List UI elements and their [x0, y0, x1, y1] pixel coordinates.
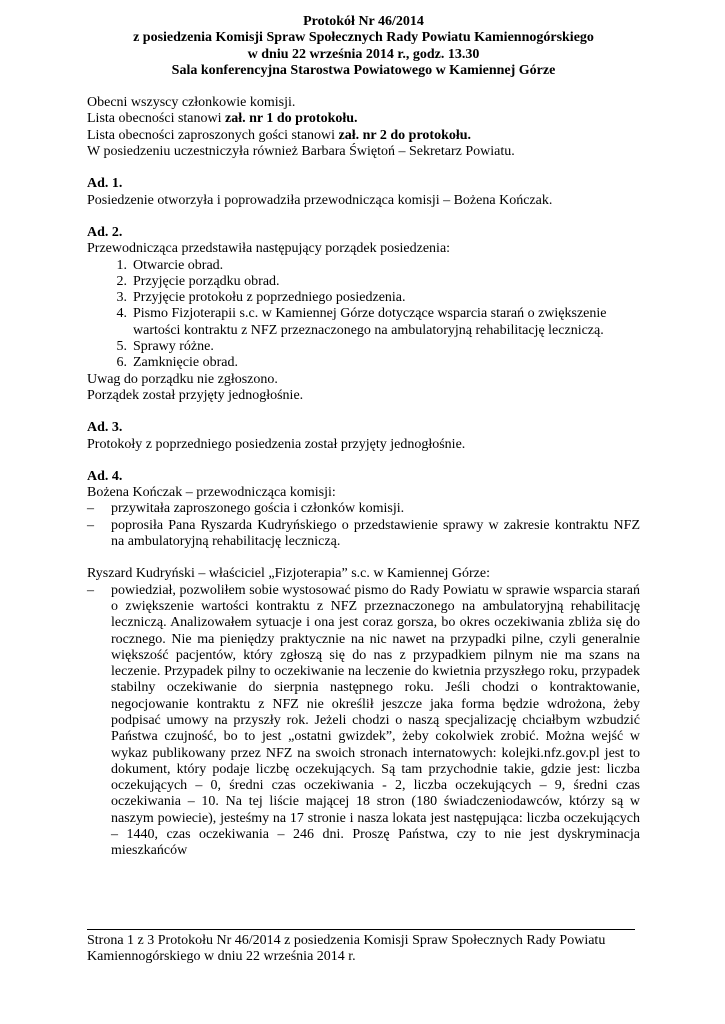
ad4-heading: Ad. 4.	[87, 468, 123, 484]
ad3-heading: Ad. 3.	[87, 420, 123, 436]
ad4-text: Bożena Kończak – przewodnicząca komisji:	[87, 485, 336, 501]
ad1-text: Posiedzenie otworzyła i poprowadziła przewodnicząca komisji – Bożena Kończak.	[87, 192, 553, 208]
document-header	[87, 14, 640, 79]
agenda-item: 5. Sprawy różne.	[116, 339, 214, 355]
ad1-heading: Ad. 1.	[87, 176, 123, 192]
speaker-statement: powiedział, pozwoliłem sobie wystosować pismo do Rady Powiatu w sprawie wsparcia starań o zwiększenie wartości kontraktu z NFZ przeznaczonego na ambulatoryjną rehabilitację leczniczą. Analizowałem sytuacje i ona jest coraz gorsza, bo okres oczekiwania zbliża się do rocznego. Nie ma pieniędzy praktycznie na nic nawet na przypadki pilne, czyli generalnie większość pacjentów, który zgłoszą się do nas z przypadkiem pilnym nie ma szans na leczenie. Przypadek pilny to oczekiwanie na leczenie do kwietnia przyszłego roku, przypadek stabilny oczekiwanie do sierpnia następnego roku. Jeśli chodzi o kontraktowanie, negocjowanie kontraktu z NFZ nie określił jeszcze jaka forma będzie wdrożona, żeby podpisać umowy na przyszły rok. Jeżeli chodzi o naszą specjalizację chciałbym wzbudzić Państwa czujność, bo to jest „ostatni gwizdek”, żeby cokolwiek zrobić. Można wejść w wykaz publikowany przez NFZ na swoich stronach internatowych: kolejki.nfz.gov.pl jest to dokument, który podaje liczbę oczekujących. Są tam przychodnie takie, gdzie jest: liczba oczekujących – 0, średni czas oczekiwania - 2, liczba oczekujących – 9, średni czas oczekiwania – 10. Na tej liście mającej 18 stron (180 świadczeniodawców, którzy są w naszym powiecie), jesteśmy na 17 stronie i nasza lokata jest następująca: liczba oczekujących – 1440, czas oczekiwania – 246 dni. Proszę Państwa, czy to nie jest dyskryminacja mieszkańców	[111, 582, 640, 859]
intro-line: Lista obecności zaproszonych gości stanowi zał. nr 2 do protokołu.	[87, 127, 472, 143]
attachment-ref: zał. nr 2 do protokołu.	[338, 127, 472, 143]
footer-line: Kamiennogórskiego w dniu 22 września 2014 r.	[87, 949, 356, 965]
protocol-location: Sala konferencyjna Starostwa Powiatowego w Kamiennej Górze	[171, 62, 556, 78]
protocol-number: Protokół Nr 46/2014	[303, 14, 424, 29]
list-item: – poprosiła Pana Ryszarda Kudryńskiego o przedstawienie sprawy w zakresie kontraktu NFZ na ambulatoryjną rehabilitację leczniczą.	[87, 517, 640, 550]
agenda-item: 1. Otwarcie obrad.	[116, 257, 224, 273]
protocol-subject: z posiedzenia Komisji Spraw Społecznych Rady Powiatu Kamiennogórskiego	[133, 30, 594, 46]
ad2-note: Uwag do porządku nie zgłoszono.	[87, 371, 278, 387]
list-item: – przywitała zaproszonego gościa i członków komisji.	[87, 501, 405, 517]
intro-line: Obecni wszyscy członkowie komisji.	[87, 95, 296, 111]
speaker-statement-list	[87, 583, 640, 860]
ad4-section	[87, 469, 640, 860]
intro-section	[87, 95, 640, 160]
page-footer	[87, 929, 635, 966]
agenda-item: 6. Zamknięcie obrad.	[116, 355, 238, 371]
list-item: – powiedział, pozwoliłem sobie wystosować pismo do Rady Powiatu w sprawie wsparcia starań o zwiększenie wartości kontraktu z NFZ przeznaczonego na ambulatoryjną rehabilitację leczniczą. Analizowałem sytuacje i ona jest coraz gorsza, bo okres oczekiwania zbliża się do rocznego. Nie ma pieniędzy praktycznie na nic nawet na przypadki pilne, czyli generalnie większość pacjentów, który zgłoszą się do nas z przypadkiem pilnym nie ma szans na leczenie. Przypadek pilny to oczekiwanie na leczenie do kwietnia przyszłego roku, przypadek stabilny oczekiwanie do sierpnia następnego roku. Jeśli chodzi o kontraktowanie, negocjowanie kontraktu z NFZ nie określił jeszcze jaka forma będzie wdrożona, żeby podpisać umowy na przyszły rok. Jeżeli chodzi o naszą specjalizację chciałbym wzbudzić Państwa czujność, bo to jest „ostatni gwizdek”, żeby cokolwiek zrobić. Można wejść w wykaz publikowany przez NFZ na swoich stronach internatowych: kolejki.nfz.gov.pl jest to dokument, który podaje liczbę oczekujących. Są tam przychodnie takie, gdzie jest: liczba oczekujących – 0, średni czas oczekiwania - 2, liczba oczekujących – 9, średni czas oczekiwania – 10. Na tej liście mającej 18 stron (180 świadczeniodawców, którzy są w naszym powiecie), jesteśmy na 17 stronie i nasza lokata jest następująca: liczba oczekujących – 1440, czas oczekiwania – 246 dni. Proszę Państwa, czy to nie jest dyskryminacja mieszkańców	[87, 582, 640, 859]
footer-line: Strona 1 z 3 Protokołu Nr 46/2014 z posiedzenia Komisji Spraw Społecznych Rady Powiatu	[87, 933, 606, 948]
intro-line: Lista obecności stanowi zał. nr 1 do protokołu.	[87, 111, 358, 127]
ad3-text: Protokoły z poprzedniego posiedzenia został przyjęty jednogłośnie.	[87, 436, 466, 452]
ad2-section	[87, 225, 640, 404]
ad1-section	[87, 176, 640, 209]
intro-line: W posiedzeniu uczestniczyła również Barbara Świętoń – Sekretarz Powiatu.	[87, 144, 515, 160]
document-page	[87, 14, 640, 860]
protocol-date: w dniu 22 września 2014 r., godz. 13.30	[247, 46, 480, 62]
chair-actions-list	[87, 501, 640, 550]
ad2-text: Przewodnicząca przedstawiła następujący porządek posiedzenia:	[87, 241, 451, 257]
agenda-list	[87, 258, 640, 372]
ad2-note: Porządek został przyjęty jednogłośnie.	[87, 387, 304, 403]
speaker-line: Ryszard Kudryński – właściciel „Fizjoterapia” s.c. w Kamiennej Górze:	[87, 566, 490, 582]
attachment-ref: zał. nr 1 do protokołu.	[225, 111, 358, 127]
ad2-heading: Ad. 2.	[87, 224, 123, 240]
agenda-item: 3. Przyjęcie protokołu z poprzedniego posiedzenia.	[116, 290, 406, 306]
agenda-item: 2. Przyjęcie porządku obrad.	[116, 273, 280, 289]
agenda-item: 4. Pismo Fizjoterapii s.c. w Kamiennej Górze dotyczące wsparcia starań o zwiększenie wartości kontraktu z NFZ przeznaczonego na ambulatoryjną rehabilitację leczniczą.	[116, 306, 607, 338]
ad3-section	[87, 420, 640, 453]
